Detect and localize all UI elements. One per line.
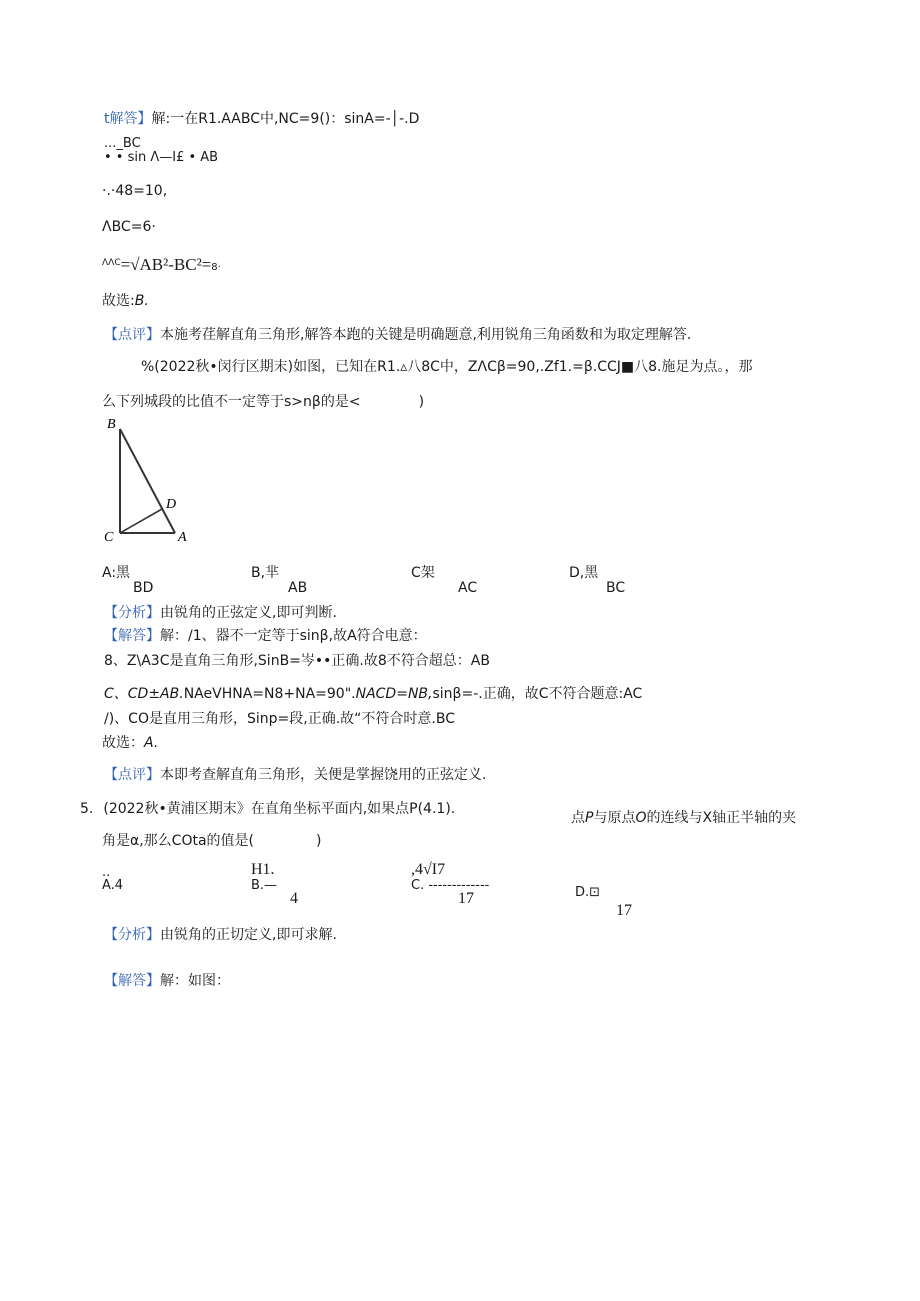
q5-analysis <box>104 926 337 944</box>
q4-analysis <box>104 604 337 622</box>
q4-line-b: 8、Z\A3C是直角三角形,SinB=岑••正确.故8不符合超总：AB <box>104 653 490 669</box>
analysis-tag: 【分析】 <box>104 927 160 943</box>
q4-option-c-den: AC <box>458 580 478 596</box>
q4-stem-line-2 <box>102 393 424 411</box>
ac-result: 8· <box>211 262 221 273</box>
q4-choose <box>102 734 158 752</box>
q5-stem-right-a: 点 <box>571 810 585 826</box>
sqrt-mark-icon: ⊡ <box>589 885 601 900</box>
choose-answer: B. <box>134 293 149 309</box>
q5-stem-line-1 <box>80 800 455 818</box>
line-c-italic-2: NACD=NB, <box>355 686 433 702</box>
q4-review <box>104 766 486 784</box>
q5-option-b-den: 4 <box>290 890 298 907</box>
label-c: C <box>104 530 114 545</box>
q4-stem-line-1: %(2022秋•闵行区期末)如图，已知在R1.▵八8C中，ZΛCβ=90,.Zf1.=β.CCJ■八8.施足为点。，那 <box>141 359 753 375</box>
review-tag: 【点评】 <box>104 327 160 343</box>
label-a: A <box>178 530 187 545</box>
q4-stem-text: 么下列城段的比值不一定等于s>nβ的是< <box>102 394 361 410</box>
q4-line-d: /)、CO是直用三角形，Sinp=段,正确.故“不符合时意.BC <box>104 711 455 727</box>
q5-option-c-num: ,4√I7 <box>411 861 446 878</box>
line-c-italic: C、CD±AB. <box>104 686 184 702</box>
choose-line-1 <box>102 292 149 310</box>
q4-option-a-den: BD <box>133 580 154 596</box>
answer-text: 解：/1、器不一定等于sinβ,故A符合电意： <box>160 628 427 644</box>
solution-line-6 <box>102 254 221 277</box>
q5-answer <box>104 972 230 990</box>
point-p: P <box>585 810 594 826</box>
ac-expression: =√AB²-BC²= <box>120 255 212 274</box>
label-b: B <box>107 417 116 432</box>
q4-line-c <box>104 685 642 703</box>
q5-option-b-num: H1. <box>251 861 275 878</box>
point-o: O <box>635 810 647 826</box>
solution-line-5: ΛBC=6· <box>102 219 156 235</box>
q5-stem-text-2: 角是α,那么COta的值是( <box>102 833 255 849</box>
solution-line-3: • • sin Λ—I£ • AB <box>104 150 219 165</box>
q4-answer <box>104 627 427 645</box>
answer-tag: 【解答】 <box>104 628 160 644</box>
review-text: 本施考荏解直角三角形,解答本跑的关键是明确题意,利用锐角三角函数和为取定理解答. <box>160 327 692 343</box>
choose-answer: A. <box>144 735 159 751</box>
solution-line-2: ..._BC <box>104 136 141 151</box>
analysis-tag: 【分析】 <box>104 605 160 621</box>
review-line-1 <box>104 326 691 344</box>
q4-stem-bracket: ) <box>418 394 425 410</box>
review-text: 本即考查解直角三角形，关便是掌握饶用的正弦定义. <box>160 767 487 783</box>
altitude-cd <box>120 509 162 533</box>
q5-stem-line-2 <box>102 832 321 850</box>
solution-text: 解:一在R1.AABC中,NC=9()：sinA=-│-.D <box>151 111 420 127</box>
choose-text: 故选: <box>102 293 135 309</box>
analysis-text: 由锐角的正切定义,即可求解. <box>160 927 337 943</box>
triangle-figure <box>100 413 200 548</box>
q5-stem-right <box>571 809 796 827</box>
q5-option-c: C. ------------- <box>411 878 490 893</box>
review-tag: 【点评】 <box>104 767 160 783</box>
q5-stem-text: (2022秋•黄浦区期末》在直角坐标平面内,如果点P(4.1). <box>103 801 456 817</box>
q5-option-d-label: D. <box>575 885 590 900</box>
q4-option-c: C架 <box>411 565 435 581</box>
q5-number: 5. <box>80 801 94 817</box>
choose-text: 故选： <box>102 735 144 751</box>
answer-text: 解：如图： <box>160 973 230 989</box>
line-c-text: NAeVHNA=N8+NA=90". <box>183 686 356 702</box>
q5-option-d-den: 17 <box>616 902 632 919</box>
q5-stem-bracket: ) <box>316 833 322 849</box>
solution-line-1 <box>104 110 419 128</box>
q4-option-a: A:黑 <box>102 565 131 581</box>
q4-option-d-den: BC <box>606 580 626 596</box>
solution-line-4: ·.·48=10, <box>102 183 168 199</box>
q5-option-a: A.4 <box>102 878 124 893</box>
ac-prefix: ΛΛC <box>102 258 121 268</box>
q5-option-a-dots: .. <box>102 865 111 880</box>
q4-option-b: B,芈 <box>251 565 280 581</box>
q5-option-d <box>575 884 600 902</box>
q5-stem-right-c: 的连线与X轴正半轴的夹 <box>646 810 797 826</box>
analysis-text: 由锐角的正弦定义,即可判断. <box>160 605 337 621</box>
q5-option-c-den: 17 <box>458 890 474 907</box>
solution-tag: t解答】 <box>104 111 152 127</box>
q5-option-b: B.— <box>251 878 278 893</box>
q5-stem-right-b: 与原点 <box>593 810 636 826</box>
q4-option-b-den: AB <box>288 580 308 596</box>
line-c-text-2: sinβ=-.正确，故C不符合题意:AC <box>432 686 643 702</box>
answer-tag: 【解答】 <box>104 973 160 989</box>
q4-option-d: D,黑 <box>569 565 599 581</box>
label-d: D <box>166 497 177 512</box>
